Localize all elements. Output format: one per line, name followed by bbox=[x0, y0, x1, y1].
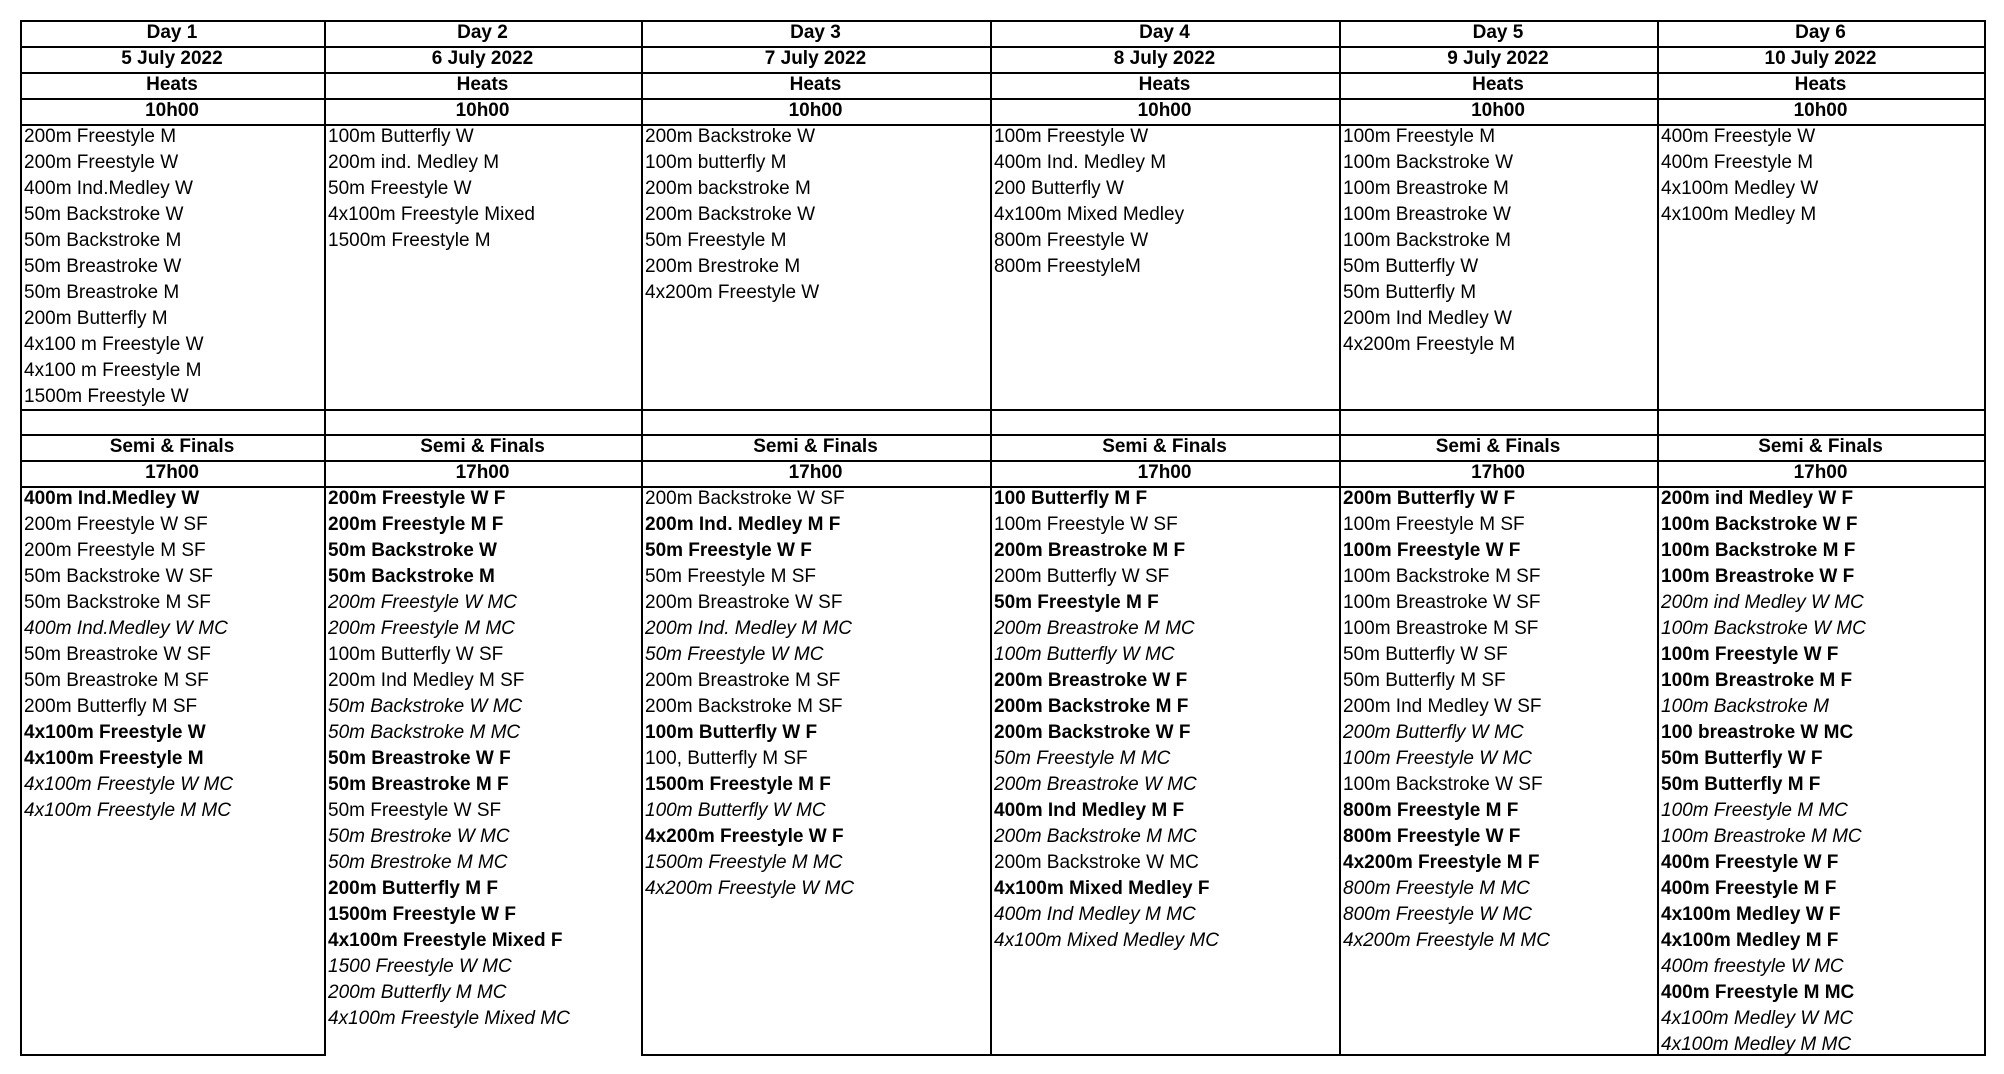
event-item: 50m Backstroke M SF bbox=[24, 592, 211, 613]
event-item: 200m Breastroke M F bbox=[994, 540, 1186, 561]
event-item: 4x100m Freestyle W bbox=[24, 722, 206, 743]
event-item: 200m Ind Medley M SF bbox=[328, 670, 525, 691]
event-item: 200m Ind Medley W bbox=[1343, 308, 1512, 329]
event-item: 200m Freestyle W SF bbox=[24, 514, 208, 535]
finals-list bbox=[24, 486, 322, 824]
event-item: 4x200m Freestyle M F bbox=[1343, 852, 1540, 873]
event-item: 200m ind Medley W F bbox=[1661, 488, 1854, 509]
heats-label: Heats bbox=[1138, 74, 1191, 95]
event-item: 200m Backstroke M MC bbox=[994, 826, 1197, 847]
event-item: 4x200m Freestyle M bbox=[1343, 334, 1516, 355]
heats-time: 10h00 bbox=[145, 100, 199, 121]
event-item: 200m Butterfly M bbox=[24, 308, 168, 329]
event-item: 200 Butterfly W bbox=[994, 178, 1124, 199]
heats-list bbox=[1661, 124, 1982, 228]
event-item: 50m Freestyle M MC bbox=[994, 748, 1171, 769]
heats-list bbox=[24, 124, 322, 410]
finals-time: 17h00 bbox=[145, 462, 199, 483]
event-item: 4x100m Medley W MC bbox=[1661, 1008, 1854, 1029]
event-item: 1500 Freestyle W MC bbox=[328, 956, 512, 977]
day-date: 5 July 2022 bbox=[121, 48, 223, 69]
event-item: 50m Freestyle W SF bbox=[328, 800, 502, 821]
event-item: 100 Butterfly M F bbox=[994, 488, 1148, 509]
heats-time: 10h00 bbox=[788, 100, 843, 121]
event-item: 200m Backstroke W bbox=[645, 204, 815, 225]
event-item: 400m Freestyle M bbox=[1661, 152, 1814, 173]
heats-time: 10h00 bbox=[455, 100, 510, 121]
event-item: 200m Breastroke W SF bbox=[645, 592, 843, 613]
heats-list bbox=[328, 124, 639, 254]
finals-label: Semi & Finals bbox=[753, 436, 878, 457]
event-item: 200m Butterfly W MC bbox=[1343, 722, 1524, 743]
event-item: 50m Breastroke M bbox=[24, 282, 180, 303]
event-item: 200m Backstroke M F bbox=[994, 696, 1189, 717]
finals-time: 17h00 bbox=[1471, 462, 1525, 483]
event-item: 1500m Freestyle M bbox=[328, 230, 491, 251]
event-item: 4x200m Freestyle M MC bbox=[1343, 930, 1550, 951]
finals-label: Semi & Finals bbox=[420, 436, 545, 457]
event-item: 100m Backstroke W F bbox=[1661, 514, 1858, 535]
event-item: 200m Freestyle M bbox=[24, 126, 177, 147]
event-item: 1500m Freestyle M MC bbox=[645, 852, 843, 873]
event-item: 100m Butterfly W SF bbox=[328, 644, 504, 665]
event-item: 50m Brestroke W MC bbox=[328, 826, 510, 847]
event-item: 200m Freestyle W bbox=[24, 152, 179, 173]
event-item: 400m Ind.Medley W bbox=[24, 178, 193, 199]
event-item: 50m Breastroke M F bbox=[328, 774, 509, 795]
event-item: 100m Breastroke W bbox=[1343, 204, 1511, 225]
event-item: 100m Breastroke W F bbox=[1661, 566, 1855, 587]
event-item: 4x100m Freestyle W MC bbox=[24, 774, 234, 795]
heats-time: 10h00 bbox=[1793, 100, 1848, 121]
event-item: 100m Freestyle W MC bbox=[1343, 748, 1532, 769]
finals-list bbox=[994, 486, 1337, 954]
event-item: 4x100m Freestyle Mixed F bbox=[328, 930, 563, 951]
event-item: 800m Freestyle W F bbox=[1343, 826, 1521, 847]
event-item: 400m Ind.Medley W MC bbox=[24, 618, 228, 639]
event-item: 200m Breastroke M SF bbox=[645, 670, 841, 691]
event-item: 100m Breastroke M F bbox=[1661, 670, 1853, 691]
event-item: 400m Freestyle W F bbox=[1661, 852, 1839, 873]
event-item: 50m Freestyle M bbox=[645, 230, 787, 251]
event-item: 100m Breastroke W SF bbox=[1343, 592, 1541, 613]
event-item: 800m FreestyleM bbox=[994, 256, 1141, 277]
event-item: 100m Butterfly W F bbox=[645, 722, 818, 743]
day-date: 8 July 2022 bbox=[1113, 48, 1216, 69]
event-item: 50m Brestroke M MC bbox=[328, 852, 508, 873]
event-item: 100m Freestyle M bbox=[1343, 126, 1496, 147]
event-item: 800m Freestyle W bbox=[994, 230, 1149, 251]
event-item: 100m Backstroke M SF bbox=[1343, 566, 1541, 587]
day-column-4 bbox=[990, 20, 1339, 1056]
event-item: 200m Freestyle W F bbox=[328, 488, 506, 509]
event-item: 4x200m Freestyle W MC bbox=[645, 878, 855, 899]
event-item: 100m Backstroke M bbox=[1343, 230, 1511, 251]
finals-time: 17h00 bbox=[455, 462, 510, 483]
event-item: 200m Butterfly W SF bbox=[994, 566, 1170, 587]
heats-label: Heats bbox=[1794, 74, 1847, 95]
event-item: 200m Ind. Medley M MC bbox=[645, 618, 852, 639]
event-item: 50m Butterfly M F bbox=[1661, 774, 1821, 795]
event-item: 4x200m Freestyle W bbox=[645, 282, 820, 303]
event-item: 50m Backstroke W bbox=[24, 204, 184, 225]
event-item: 200m Freestyle M SF bbox=[24, 540, 206, 561]
event-item: 100m Breastroke M SF bbox=[1343, 618, 1539, 639]
day-label: Day 2 bbox=[457, 22, 508, 43]
event-item: 100m Backstroke W MC bbox=[1661, 618, 1866, 639]
event-item: 200m ind. Medley M bbox=[328, 152, 500, 173]
event-item: 50m Breastroke W bbox=[24, 256, 182, 277]
event-item: 4x100m Mixed Medley bbox=[994, 204, 1185, 225]
event-item: 100, Butterfly M SF bbox=[645, 748, 808, 769]
event-item: 200m Brestroke M bbox=[645, 256, 801, 277]
rule-right bbox=[1984, 20, 1986, 1056]
event-item: 100m Backstroke W bbox=[1343, 152, 1513, 173]
event-item: 200m Butterfly M SF bbox=[24, 696, 198, 717]
event-item: 200m Butterfly W F bbox=[1343, 488, 1516, 509]
day-column-1 bbox=[20, 20, 324, 1056]
event-item: 200m Ind Medley W SF bbox=[1343, 696, 1542, 717]
day-column-2 bbox=[324, 20, 641, 1056]
event-item: 4x100 m Freestyle W bbox=[24, 334, 204, 355]
event-item: 4x100m Medley M F bbox=[1661, 930, 1839, 951]
event-item: 100m Butterfly W bbox=[328, 126, 474, 147]
day-column-5 bbox=[1339, 20, 1657, 1056]
event-item: 100m Butterfly W MC bbox=[645, 800, 826, 821]
day-label: Day 6 bbox=[1795, 22, 1846, 43]
heats-list bbox=[645, 124, 988, 306]
event-item: 50m Freestyle M SF bbox=[645, 566, 817, 587]
event-item: 50m Backstroke W bbox=[328, 540, 497, 561]
event-item: 100m Freestyle W SF bbox=[994, 514, 1178, 535]
event-item: 100m Backstroke M bbox=[1661, 696, 1829, 717]
event-item: 4x100m Freestyle M bbox=[24, 748, 204, 769]
event-item: 50m Butterfly W bbox=[1343, 256, 1479, 277]
heats-label: Heats bbox=[789, 74, 842, 95]
event-item: 50m Backstroke M bbox=[328, 566, 495, 587]
event-item: 100m Freestyle W F bbox=[1343, 540, 1521, 561]
event-item: 50m Freestyle W F bbox=[645, 540, 812, 561]
event-item: 400m freestyle W MC bbox=[1661, 956, 1844, 977]
event-item: 200m Freestyle M MC bbox=[328, 618, 515, 639]
event-item: 200m backstroke M bbox=[645, 178, 811, 199]
heats-list bbox=[994, 124, 1337, 280]
event-item: 200m ind Medley W MC bbox=[1661, 592, 1864, 613]
heats-time: 10h00 bbox=[1137, 100, 1192, 121]
finals-list bbox=[645, 486, 988, 902]
event-item: 100 breastroke W MC bbox=[1661, 722, 1854, 743]
event-item: 100m Butterfly W MC bbox=[994, 644, 1175, 665]
event-item: 200m Breastroke W MC bbox=[994, 774, 1197, 795]
event-item: 1500m Freestyle M F bbox=[645, 774, 831, 795]
event-item: 100m Freestyle W bbox=[994, 126, 1149, 147]
event-item: 50m Freestyle W MC bbox=[645, 644, 824, 665]
day-column-6 bbox=[1657, 20, 1984, 1056]
event-item: 400m Freestyle M MC bbox=[1661, 982, 1855, 1003]
event-item: 200m Butterfly M F bbox=[328, 878, 498, 899]
event-item: 4x200m Freestyle W F bbox=[645, 826, 844, 847]
event-item: 50m Backstroke M bbox=[24, 230, 182, 251]
day-label: Day 1 bbox=[146, 22, 198, 43]
heats-label: Heats bbox=[456, 74, 509, 95]
event-item: 50m Backstroke M MC bbox=[328, 722, 521, 743]
event-item: 400m Freestyle W bbox=[1661, 126, 1816, 147]
event-item: 400m Ind.Medley W bbox=[24, 488, 200, 509]
event-item: 800m Freestyle M F bbox=[1343, 800, 1519, 821]
event-item: 50m Butterfly M bbox=[1343, 282, 1477, 303]
event-item: 4x100m Medley W bbox=[1661, 178, 1819, 199]
event-item: 4x100m Mixed Medley F bbox=[994, 878, 1210, 899]
event-item: 50m Freestyle W bbox=[328, 178, 472, 199]
event-item: 100m butterfly M bbox=[645, 152, 787, 173]
event-item: 50m Butterfly W F bbox=[1661, 748, 1823, 769]
event-item: 50m Breastroke M SF bbox=[24, 670, 209, 691]
event-item: 100m Freestyle M MC bbox=[1661, 800, 1848, 821]
finals-list bbox=[1343, 486, 1655, 954]
event-item: 200m Backstroke W bbox=[645, 126, 815, 147]
finals-list bbox=[1661, 486, 1982, 1058]
event-item: 4x100m Freestyle Mixed MC bbox=[328, 1008, 570, 1029]
day-date: 10 July 2022 bbox=[1764, 48, 1877, 69]
heats-list bbox=[1343, 124, 1655, 358]
event-item: 4x100m Medley M MC bbox=[1661, 1034, 1852, 1055]
schedule-table bbox=[20, 20, 1986, 1056]
event-item: 50m Butterfly W SF bbox=[1343, 644, 1508, 665]
event-item: 200m Ind. Medley M F bbox=[645, 514, 841, 535]
finals-label: Semi & Finals bbox=[1435, 436, 1561, 457]
event-item: 200m Breastroke W F bbox=[994, 670, 1188, 691]
finals-label: Semi & Finals bbox=[1102, 436, 1227, 457]
event-item: 200m Butterfly M MC bbox=[328, 982, 507, 1003]
event-item: 100m Backstroke W SF bbox=[1343, 774, 1543, 795]
day-date: 6 July 2022 bbox=[431, 48, 534, 69]
event-item: 50m Freestyle M F bbox=[994, 592, 1159, 613]
finals-label: Semi & Finals bbox=[109, 436, 235, 457]
event-item: 4x100 m Freestyle M bbox=[24, 360, 202, 381]
event-item: 800m Freestyle W MC bbox=[1343, 904, 1532, 925]
event-item: 50m Butterfly M SF bbox=[1343, 670, 1506, 691]
day-column-3 bbox=[641, 20, 990, 1056]
event-item: 4x100m Mixed Medley MC bbox=[994, 930, 1219, 951]
day-label: Day 3 bbox=[790, 22, 841, 43]
event-item: 400m Ind Medley M MC bbox=[994, 904, 1196, 925]
finals-time: 17h00 bbox=[1793, 462, 1848, 483]
event-item: 200m Freestyle M F bbox=[328, 514, 504, 535]
event-item: 800m Freestyle M MC bbox=[1343, 878, 1530, 899]
finals-time: 17h00 bbox=[1137, 462, 1192, 483]
event-item: 4x100m Freestyle Mixed bbox=[328, 204, 535, 225]
day-date: 9 July 2022 bbox=[1447, 48, 1549, 69]
finals-time: 17h00 bbox=[788, 462, 843, 483]
event-item: 200m Backstroke W SF bbox=[645, 488, 845, 509]
event-item: 50m Breastroke W F bbox=[328, 748, 511, 769]
event-item: 400m Freestyle M F bbox=[1661, 878, 1837, 899]
finals-list bbox=[328, 486, 639, 1032]
event-item: 4x100m Medley W F bbox=[1661, 904, 1841, 925]
event-item: 200m Backstroke W F bbox=[994, 722, 1191, 743]
event-item: 100m Freestyle W F bbox=[1661, 644, 1839, 665]
heats-label: Heats bbox=[1472, 74, 1524, 95]
event-item: 50m Backstroke W SF bbox=[24, 566, 213, 587]
event-item: 200m Backstroke M SF bbox=[645, 696, 843, 717]
event-item: 100m Freestyle M SF bbox=[1343, 514, 1525, 535]
event-item: 400m Ind. Medley M bbox=[994, 152, 1167, 173]
day-label: Day 5 bbox=[1472, 22, 1524, 43]
event-item: 100m Breastroke M bbox=[1343, 178, 1509, 199]
day-label: Day 4 bbox=[1139, 22, 1190, 43]
event-item: 50m Breastroke W SF bbox=[24, 644, 211, 665]
heats-time: 10h00 bbox=[1471, 100, 1525, 121]
event-item: 4x100m Medley M bbox=[1661, 204, 1817, 225]
event-item: 200m Freestyle W MC bbox=[328, 592, 517, 613]
event-item: 400m Ind Medley M F bbox=[994, 800, 1185, 821]
event-item: 200m Breastroke M MC bbox=[994, 618, 1195, 639]
event-item: 4x100m Freestyle M MC bbox=[24, 800, 231, 821]
event-item: 200m Backstroke W MC bbox=[994, 852, 1199, 873]
finals-label: Semi & Finals bbox=[1758, 436, 1883, 457]
day-date: 7 July 2022 bbox=[764, 48, 867, 69]
event-item: 1500m Freestyle W bbox=[24, 386, 189, 407]
event-item: 1500m Freestyle W F bbox=[328, 904, 516, 925]
event-item: 100m Backstroke M F bbox=[1661, 540, 1856, 561]
heats-label: Heats bbox=[146, 74, 198, 95]
event-item: 50m Backstroke W MC bbox=[328, 696, 523, 717]
event-item: 100m Breastroke M MC bbox=[1661, 826, 1862, 847]
